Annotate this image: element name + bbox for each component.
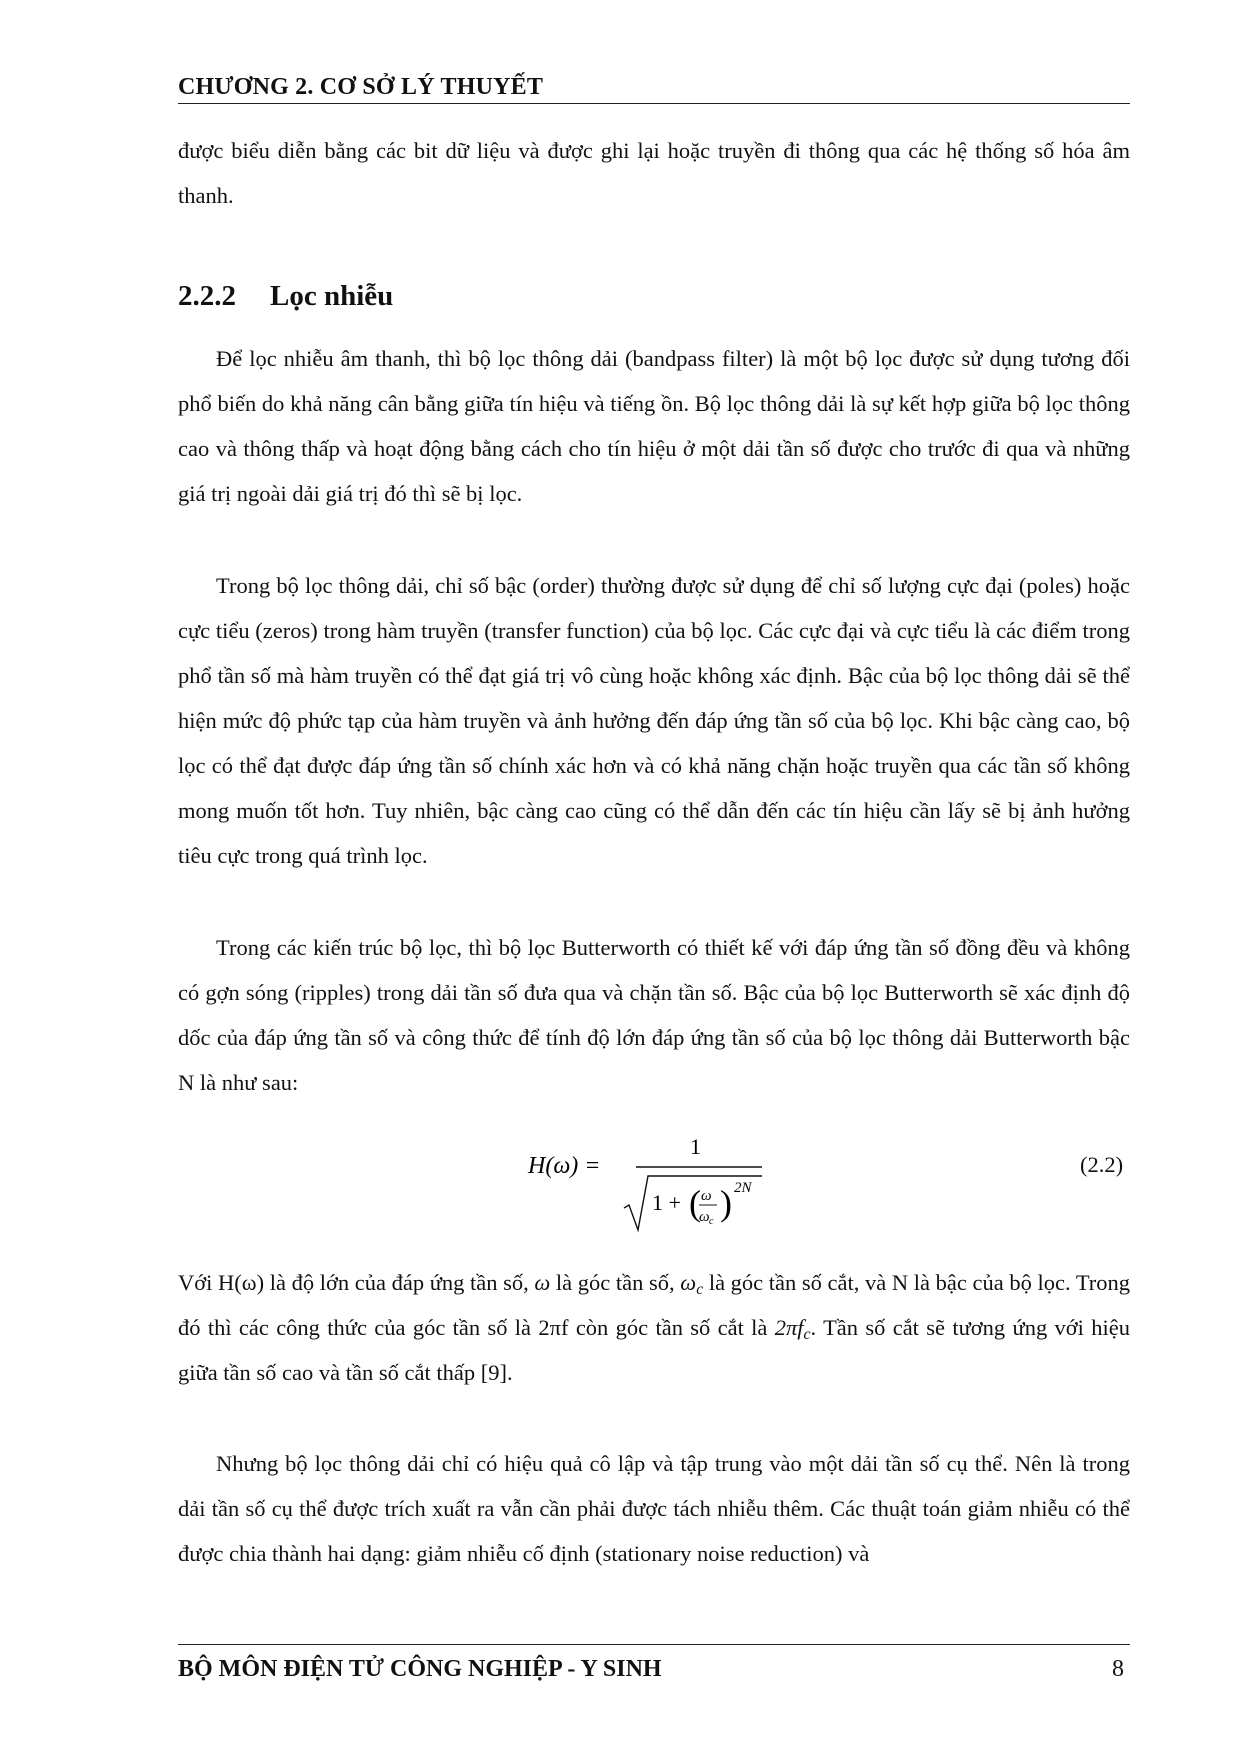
equation-lhs: H(ω) =: [528, 1153, 601, 1179]
paragraph-butterworth: Trong các kiến trúc bộ lọc, thì bộ lọc Butterworth có thiết kế với đáp ứng tần số đồng đều và không có gợn sóng (ripples) trong dải tần số đưa qua và chặn tần số. Bậc của bộ lọc Butterworth sẽ xác định độ dốc của đáp ứng tần số và công thức để tính độ lớn đáp ứng tần số của bộ lọc thông dải Butterworth bậc N là như sau:: [178, 935, 1130, 1095]
section-number: 2.2.2: [178, 280, 236, 312]
definitions-text-5: . Tần số cắt sẽ tương ứng với hiệu giữa tần số cao và tần số cắt thấp [9].: [178, 1315, 1130, 1385]
paragraph-definitions: [178, 1260, 1130, 1395]
definitions-text-3: là góc tần số cắt, và N là bậc của bộ lọc. Trong đó thì các công thức của góc tần số là: [178, 1270, 1131, 1340]
footer-department: BỘ MÔN ĐIỆN TỬ CÔNG NGHIỆP - Y SINH: [178, 1656, 662, 1682]
paragraph-order: Trong bộ lọc thông dải, chỉ số bậc (order) thường được sử dụng để chỉ số lượng cực đại (poles) hoặc cực tiểu (zeros) trong hàm truyền (transfer function) của bộ lọc. Các cực đại và cực tiểu là các điểm trong phổ tần số mà hàm truyền có thể đạt giá trị vô cùng hoặc không xác định. Bậc của bộ lọc thông dải sẽ thể hiện mức độ phức tạp của hàm truyền và ảnh hưởng đến đáp ứng tần số của bộ lọc. Khi bậc càng cao, bộ lọc có thể đạt được đáp ứng tần số chính xác hơn và có khả năng chặn hoặc truyền qua các tần số không mong muốn tốt hơn. Tuy nhiên, bậc càng cao cũng có thể dẫn đến các tín hiệu cần lấy sẽ bị ảnh hưởng tiêu cực trong quá trình lọc.: [178, 573, 1130, 868]
definitions-text-1: Với H(ω) là độ lớn của đáp ứng tần số,: [178, 1270, 535, 1295]
equation-one-plus: 1 +: [652, 1190, 681, 1215]
equation-numerator: 1: [690, 1134, 701, 1159]
definitions-text-4: f còn góc tần số cắt là: [561, 1315, 775, 1340]
paragraph-noise-reduction: Nhưng bộ lọc thông dải chỉ có hiệu quả cô lập và tập trung vào một dải tần số cụ thể. Nên là trong dải tần số cụ thể được trích xuất ra vẫn cần phải được tách nhiễu thêm. Các thuật toán giảm nhiễu có thể được chia thành hai dạng: giảm nhiễu cố định (stationary noise reduction) và: [178, 1451, 1130, 1566]
paragraph-bandpass: Để lọc nhiễu âm thanh, thì bộ lọc thông dải (bandpass filter) là một bộ lọc được sử dụng tương đối phổ biến do khả năng cân bằng giữa tín hiệu và tiếng ồn. Bộ lọc thông dải là sự kết hợp giữa bộ lọc thông cao và thông thấp và hoạt động bằng cách cho tín hiệu ở một dải tần số được cho trước đi qua và những giá trị ngoài dải giá trị đó thì sẽ bị lọc.: [178, 346, 1130, 506]
definitions-text-2: là góc tần số,: [550, 1270, 681, 1295]
section-heading: [178, 280, 393, 313]
omega-symbol: ω: [534, 1270, 551, 1295]
running-header: [178, 72, 1130, 102]
chapter-title: CHƯƠNG 2. CƠ SỞ LÝ THUYẾT: [178, 74, 544, 100]
omega-c-symbol: ω: [680, 1270, 697, 1295]
omega-c-subscript: c: [696, 1280, 704, 1298]
equation-label: (2.2): [1080, 1152, 1124, 1177]
right-paren: ): [720, 1183, 732, 1223]
butterworth-equation: [0, 1128, 1240, 1248]
section-title: Lọc nhiễu: [270, 280, 394, 312]
intro-paragraph: được biểu diễn bằng các bit dữ liệu và được ghi lại hoặc truyền đi thông qua các hệ thống số hóa âm thanh.: [178, 138, 1130, 208]
page-number: 8: [1112, 1656, 1124, 1682]
fc-subscript: c: [803, 1325, 811, 1343]
inner-frac-den-sub: c: [709, 1216, 714, 1227]
equation-exponent: 2N: [734, 1180, 752, 1196]
two-pi-symbol: 2π: [538, 1315, 561, 1340]
two-pi-fc-symbol: 2πf: [774, 1315, 804, 1340]
inner-frac-num: ω: [701, 1188, 712, 1204]
footer-rule: [178, 1644, 1130, 1645]
header-rule: [178, 103, 1130, 104]
inner-frac-den: ω: [699, 1209, 710, 1225]
left-paren: (: [689, 1183, 701, 1223]
